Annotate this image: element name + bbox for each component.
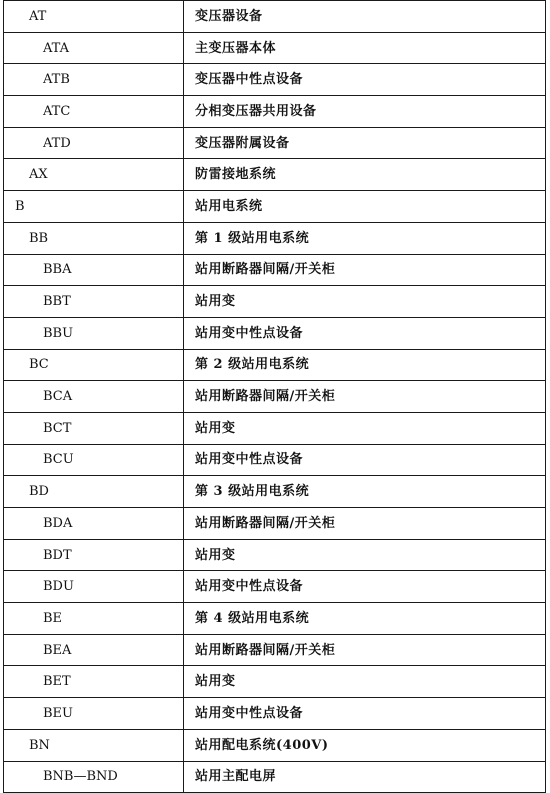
code-cell: BDU (4, 571, 184, 603)
table-body (4, 1, 546, 793)
description-cell: 站用变 (184, 286, 546, 318)
code-cell: ATA (4, 32, 184, 64)
table-row (4, 761, 546, 793)
description-cell: 站用变 (184, 666, 546, 698)
code-cell: BD (4, 476, 184, 508)
table-row (4, 603, 546, 635)
code-cell: BN (4, 729, 184, 761)
code-cell: BEU (4, 698, 184, 730)
code-cell: B (4, 191, 184, 223)
table-row (4, 698, 546, 730)
table-row (4, 476, 546, 508)
code-cell: BB (4, 222, 184, 254)
description-cell: 主变压器本体 (184, 32, 546, 64)
table-row (4, 254, 546, 286)
description-cell: 站用变中性点设备 (184, 571, 546, 603)
description-cell: 第 3 级站用电系统 (184, 476, 546, 508)
description-cell: 站用配电系统(400V) (184, 729, 546, 761)
code-cell: BCT (4, 412, 184, 444)
code-cell: AT (4, 1, 184, 33)
table-row (4, 349, 546, 381)
table-row (4, 634, 546, 666)
table-row (4, 286, 546, 318)
description-cell: 第 2 级站用电系统 (184, 349, 546, 381)
table-row (4, 64, 546, 96)
description-cell: 第 4 级站用电系统 (184, 603, 546, 635)
code-cell: BE (4, 603, 184, 635)
code-cell: AX (4, 159, 184, 191)
code-cell: BCA (4, 381, 184, 413)
code-cell: BCU (4, 444, 184, 476)
code-cell: BBU (4, 317, 184, 349)
table-row (4, 571, 546, 603)
table-row (4, 539, 546, 571)
description-cell: 站用主配电屏 (184, 761, 546, 793)
description-cell: 第 1 级站用电系统 (184, 222, 546, 254)
code-cell: BET (4, 666, 184, 698)
table-row (4, 191, 546, 223)
description-cell: 站用断路器间隔/开关柜 (184, 254, 546, 286)
code-cell: BC (4, 349, 184, 381)
table-row (4, 729, 546, 761)
table-row (4, 508, 546, 540)
code-cell: BEA (4, 634, 184, 666)
table-row (4, 381, 546, 413)
table-row (4, 96, 546, 128)
description-cell: 站用断路器间隔/开关柜 (184, 381, 546, 413)
description-cell: 变压器附属设备 (184, 127, 546, 159)
description-cell: 变压器设备 (184, 1, 546, 33)
description-cell: 分相变压器共用设备 (184, 96, 546, 128)
table-row (4, 412, 546, 444)
code-cell: BDT (4, 539, 184, 571)
code-cell: BBT (4, 286, 184, 318)
table-row (4, 1, 546, 33)
table-row (4, 32, 546, 64)
code-cell: BNB—BND (4, 761, 184, 793)
description-cell: 站用电系统 (184, 191, 546, 223)
description-cell: 站用断路器间隔/开关柜 (184, 508, 546, 540)
description-cell: 防雷接地系统 (184, 159, 546, 191)
table-row (4, 222, 546, 254)
description-cell: 站用变 (184, 539, 546, 571)
table-row (4, 444, 546, 476)
description-cell: 站用变 (184, 412, 546, 444)
code-cell: ATC (4, 96, 184, 128)
description-cell: 站用变中性点设备 (184, 444, 546, 476)
code-cell: BDA (4, 508, 184, 540)
code-cell: ATD (4, 127, 184, 159)
code-table (3, 0, 546, 793)
description-cell: 变压器中性点设备 (184, 64, 546, 96)
table-row (4, 127, 546, 159)
description-cell: 站用变中性点设备 (184, 698, 546, 730)
table-row (4, 159, 546, 191)
description-cell: 站用断路器间隔/开关柜 (184, 634, 546, 666)
code-cell: ATB (4, 64, 184, 96)
table-row (4, 317, 546, 349)
table-row (4, 666, 546, 698)
code-cell: BBA (4, 254, 184, 286)
description-cell: 站用变中性点设备 (184, 317, 546, 349)
